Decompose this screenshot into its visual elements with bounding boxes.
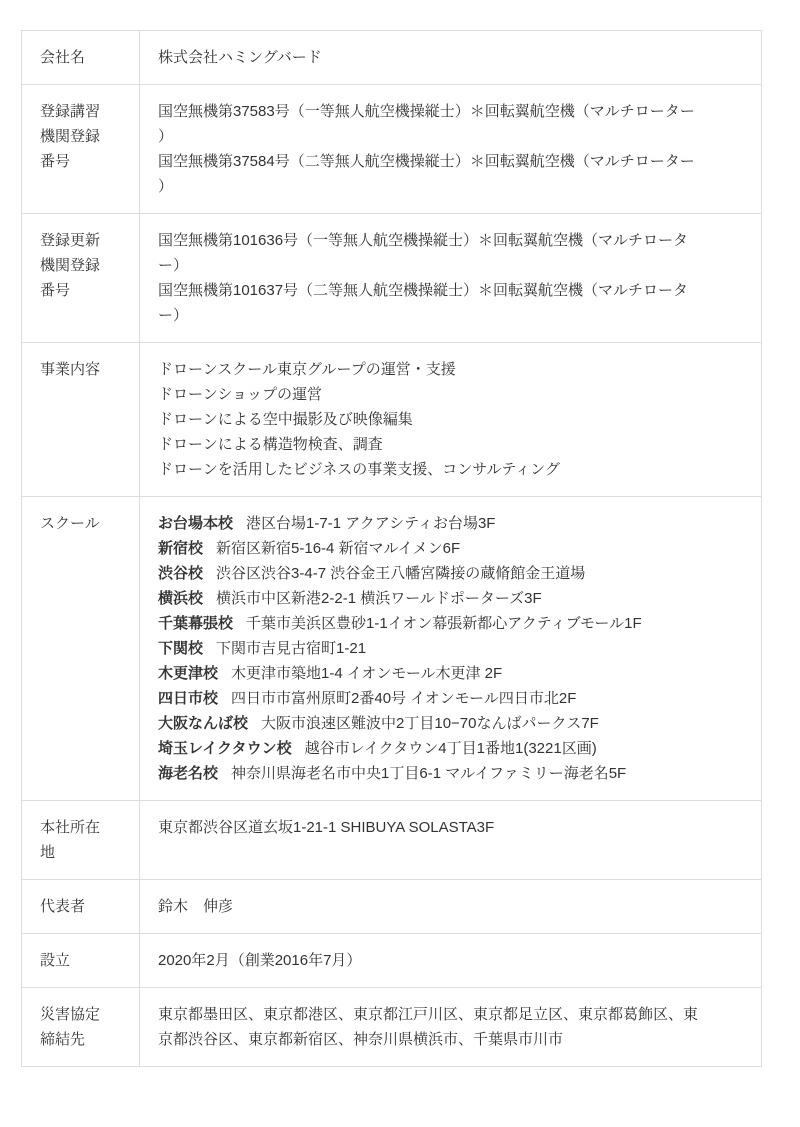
table-row-renewal-cert [22,213,761,342]
school-address: 渋谷区渋谷3-4-7 渋谷金王八幡宮隣接の蔵脩館金王道場 [216,565,586,582]
school-name: 大阪なんば校 [158,715,249,732]
established-date: 2020年2月（創業2016年7月） [158,952,362,969]
school-address: 新宿区新宿5-16-4 新宿マルイメン6F [216,540,461,557]
school-item [158,736,743,761]
business-item: ドローンによる構造物検査、調査 [158,436,383,453]
school-address: 越谷市レイクタウン4丁目1番地1(3221区画) [304,740,597,757]
row-value-cell [140,85,761,213]
table-row-disaster-agreements [22,987,761,1066]
school-address: 千葉市美浜区豊砂1-1イオン幕張新都心アクティブモール1F [246,615,642,632]
row-label: 災害協定締結先 [40,1006,101,1048]
representative-name: 鈴木 伸彦 [158,898,234,915]
school-name: 横浜校 [158,590,204,607]
table-row-business [22,342,761,496]
business-item: ドローンスクール東京グループの運営・支援 [158,361,456,378]
school-name: 新宿校 [158,540,204,557]
disaster-agreement-line: 京都渋谷区、東京都新宿区、神奈川県横浜市、千葉県市川市 [158,1031,564,1048]
school-address: 下関市吉見古宿町1-21 [216,640,367,657]
row-label-cell [22,988,140,1066]
business-item: ドローンを活用したビジネスの事業支援、コンサルティング [158,461,561,478]
table-row-headquarters [22,800,761,879]
row-value-cell [140,214,761,342]
company-name: 株式会社ハミングバード [158,49,322,66]
school-name: 千葉幕張校 [158,615,234,632]
row-value-cell [140,934,761,987]
row-label: 事業内容 [40,361,101,378]
school-item [158,511,743,536]
business-item: ドローンによる空中撮影及び映像編集 [158,411,413,428]
renewal-cert-line: 国空無機第101636号（一等無人航空機操縦士）＊回転翼航空機（マルチロータ [158,232,689,249]
training-cert-line: ） [158,128,174,145]
row-value-cell [140,31,761,84]
school-item [158,661,743,686]
company-info-table [21,30,762,1067]
renewal-cert-line: ー） [158,257,189,274]
row-value-cell [140,801,761,879]
table-row-established [22,933,761,987]
disaster-agreement-line: 東京都墨田区、東京都港区、東京都江戸川区、東京都足立区、東京都葛飾区、東 [158,1006,699,1023]
row-value-cell [140,988,761,1066]
school-name: 埼玉レイクタウン校 [158,740,292,757]
row-label: 登録更新機関登録番号 [40,232,101,299]
row-label-cell [22,497,140,800]
school-item [158,711,743,736]
business-item: ドローンショップの運営 [158,386,323,403]
row-label-cell [22,31,140,84]
row-label-cell [22,214,140,342]
school-item [158,561,743,586]
renewal-cert-line: ー） [158,307,189,324]
headquarters-address: 東京都渋谷区道玄坂1-21-1 SHIBUYA SOLASTA3F [158,819,495,836]
row-label-cell [22,801,140,879]
table-row-representative [22,879,761,933]
table-row-training-cert [22,84,761,213]
training-cert-line: ） [158,178,174,195]
row-label-cell [22,934,140,987]
row-label: 会社名 [40,49,86,66]
row-label: スクール [40,515,100,532]
school-item [158,586,743,611]
school-name: 木更津校 [158,665,219,682]
row-label-cell [22,343,140,496]
school-name: 渋谷校 [158,565,204,582]
school-address: 四日市市富州原町2番40号 イオンモール四日市北2F [231,690,577,707]
row-value-cell [140,497,761,800]
table-row-schools [22,496,761,800]
row-label: 設立 [40,952,71,969]
school-name: 四日市校 [158,690,219,707]
row-value-cell [140,343,761,496]
school-item [158,611,743,636]
renewal-cert-line: 国空無機第101637号（二等無人航空機操縦士）＊回転翼航空機（マルチロータ [158,282,689,299]
school-item [158,636,743,661]
school-address: 神奈川県海老名市中央1丁目6-1 マルイファミリー海老名5F [231,765,627,782]
school-name: お台場本校 [158,515,234,532]
school-name: 下関校 [158,640,204,657]
training-cert-line: 国空無機第37584号（二等無人航空機操縦士）＊回転翼航空機（マルチローター [158,153,695,170]
school-address: 木更津市築地1-4 イオンモール木更津 2F [231,665,503,682]
row-label-cell [22,85,140,213]
school-address: 横浜市中区新港2-2-1 横浜ワールドポーターズ3F [216,590,542,607]
school-item [158,686,743,711]
school-address: 港区台場1-7-1 アクアシティお台場3F [246,515,496,532]
row-label: 代表者 [40,898,86,915]
row-value-cell [140,880,761,933]
table-row-company [22,31,761,84]
school-address: 大阪市浪速区難波中2丁目10−70なんばパークス7F [261,715,599,732]
school-name: 海老名校 [158,765,219,782]
row-label: 本社所在地 [40,819,101,861]
school-item [158,536,743,561]
row-label: 登録講習機関登録番号 [40,103,101,170]
training-cert-line: 国空無機第37583号（一等無人航空機操縦士）＊回転翼航空機（マルチローター [158,103,695,120]
row-label-cell [22,880,140,933]
school-item [158,761,743,786]
